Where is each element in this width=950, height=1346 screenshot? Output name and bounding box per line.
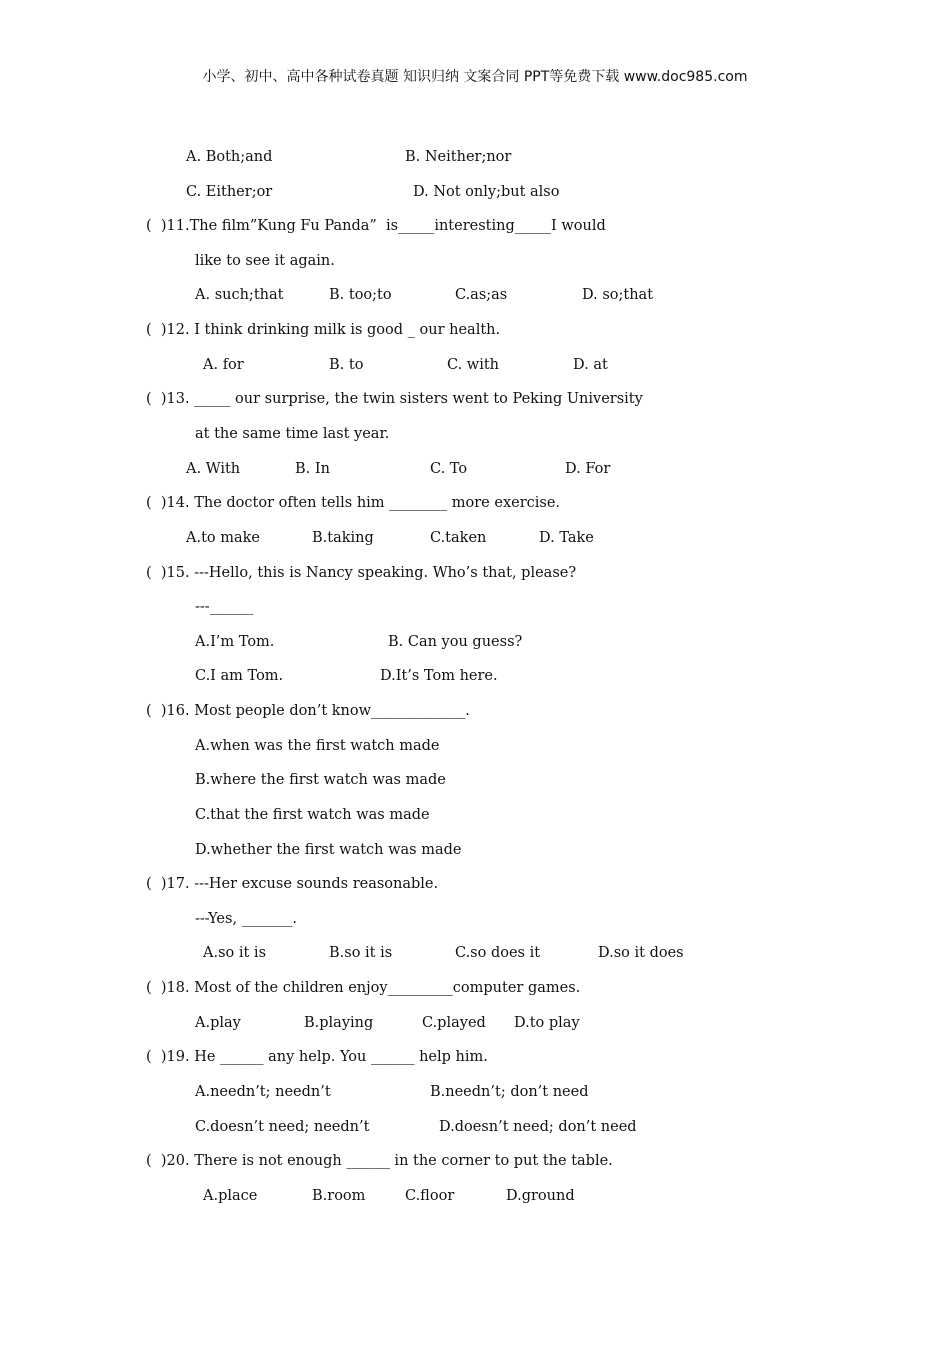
q11-option-b: B. too;to (329, 287, 392, 303)
q13-option-b: B. In (295, 461, 330, 477)
q17-option-b: B.so it is (329, 945, 393, 961)
q18-option-d: D.to play (514, 1015, 580, 1031)
q15-option-b: B. Can you guess? (388, 634, 523, 650)
q17-option-a: A.so it is (203, 945, 267, 961)
q10-option-d: D. Not only;but also (413, 184, 560, 200)
q14-stem: ( )14. The doctor often tells him ________ more exercise. (146, 495, 561, 511)
q20-option-c: C.floor (405, 1188, 455, 1204)
q12-stem: ( )12. I think drinking milk is good _ our health. (146, 322, 501, 338)
q11-stem-cont: like to see it again. (195, 253, 335, 269)
page-header: 小学、初中、高中各种试卷真题 知识归纳 文案合同 PPT等免费下载 www.doc985.com (202, 69, 748, 85)
q18-option-b: B.playing (304, 1015, 374, 1031)
q20-stem: ( )20. There is not enough ______ in the corner to put the table. (146, 1153, 613, 1169)
q16-option-d: D.whether the first watch was made (195, 842, 462, 858)
q15-stem: ( )15. ---Hello, this is Nancy speaking. Who’s that, please? (146, 565, 577, 581)
q13-option-d: D. For (565, 461, 611, 477)
q11-stem: ( )11.The film”Kung Fu Panda” is_____interesting_____I would (146, 218, 606, 234)
q16-option-a: A.when was the first watch made (195, 738, 440, 754)
q20-option-b: B.room (312, 1188, 366, 1204)
q14-option-d: D. Take (539, 530, 594, 546)
q13-option-a: A. With (186, 461, 241, 477)
q20-option-d: D.ground (506, 1188, 575, 1204)
q14-option-c: C.taken (430, 530, 487, 546)
q16-option-c: C.that the first watch was made (195, 807, 430, 823)
q20-option-a: A.place (203, 1188, 258, 1204)
q12-option-d: D. at (573, 357, 608, 373)
q12-option-a: A. for (203, 357, 244, 373)
q14-option-b: B.taking (312, 530, 374, 546)
q16-option-b: B.where the first watch was made (195, 772, 446, 788)
q12-option-b: B. to (329, 357, 364, 373)
q15-stem-cont: ---______ (195, 599, 254, 615)
q13-stem-cont: at the same time last year. (195, 426, 390, 442)
q11-option-d: D. so;that (582, 287, 654, 303)
q18-option-c: C.played (422, 1015, 486, 1031)
q19-option-b: B.needn’t; don’t need (430, 1084, 589, 1100)
q16-stem: ( )16. Most people don’t know_____________. (146, 703, 470, 719)
q19-option-d: D.doesn’t need; don’t need (439, 1119, 637, 1135)
q15-option-a: A.I’m Tom. (195, 634, 275, 650)
q18-option-a: A.play (195, 1015, 241, 1031)
q17-option-d: D.so it does (598, 945, 684, 961)
q10-option-c: C. Either;or (186, 184, 273, 200)
q15-option-c: C.I am Tom. (195, 668, 284, 684)
q17-stem-cont: ---Yes, _______. (195, 911, 298, 927)
q10-option-b: B. Neither;nor (405, 149, 512, 165)
q19-stem: ( )19. He ______ any help. You ______ help him. (146, 1049, 488, 1065)
q19-option-c: C.doesn’t need; needn’t (195, 1119, 370, 1135)
q11-option-c: C.as;as (455, 287, 508, 303)
q13-stem: ( )13. _____ our surprise, the twin sisters went to Peking University (146, 391, 643, 407)
q13-option-c: C. To (430, 461, 468, 477)
q19-option-a: A.needn’t; needn’t (195, 1084, 331, 1100)
q10-option-a: A. Both;and (186, 149, 273, 165)
q17-option-c: C.so does it (455, 945, 541, 961)
q11-option-a: A. such;that (195, 287, 284, 303)
q15-option-d: D.It’s Tom here. (380, 668, 498, 684)
q18-stem: ( )18. Most of the children enjoy_________computer games. (146, 980, 581, 996)
q14-option-a: A.to make (186, 530, 261, 546)
q12-option-c: C. with (447, 357, 500, 373)
q17-stem: ( )17. ---Her excuse sounds reasonable. (146, 876, 439, 892)
